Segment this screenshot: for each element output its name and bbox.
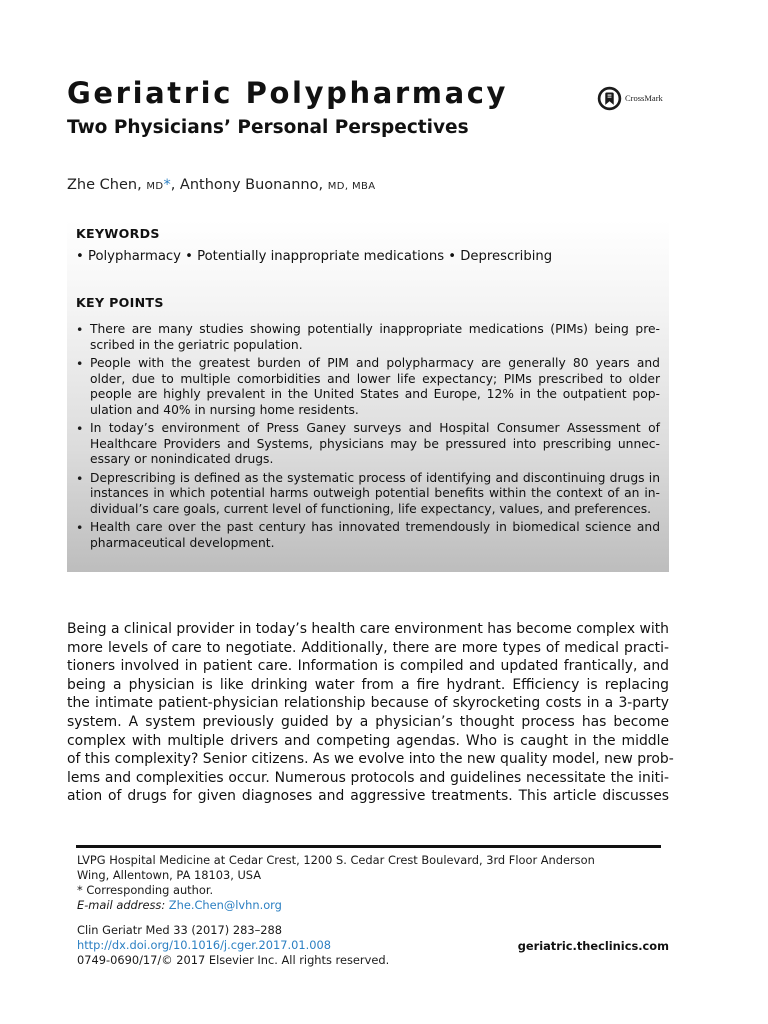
key-point-line: scribed in the geriatric population. xyxy=(90,337,303,352)
key-point-line: pharmaceutical development. xyxy=(90,535,275,550)
author-degree: MD, MBA xyxy=(327,181,376,192)
key-point-line: essary or nonindicated drugs. xyxy=(90,452,274,467)
key-point-line: Healthcare Providers and Systems, physicians may be pressured into prescribing unnec- xyxy=(90,436,660,451)
author-name: , Anthony Buonanno, xyxy=(170,177,324,193)
crossmark-badge[interactable] xyxy=(597,85,663,111)
key-point-item xyxy=(76,520,660,551)
affiliation-line: LVPG Hospital Medicine at Cedar Crest, 1200 S. Cedar Crest Boulevard, 3rd Floor Anderson xyxy=(77,853,595,867)
key-point-line: In today’s environment of Press Ganey surveys and Hospital Consumer Assessment of xyxy=(90,421,660,436)
author-degree: MD xyxy=(146,181,164,192)
doi-link[interactable]: http://dx.doi.org/10.1016/j.cger.2017.01.008 xyxy=(77,938,331,952)
body-line: of this complexity? Senior citizens. As we evolve into the new quality model, new prob- xyxy=(67,751,674,768)
copyright-line: 0749-0690/17/© 2017 Elsevier Inc. All rights reserved. xyxy=(77,953,390,967)
key-point-item xyxy=(76,421,660,468)
key-point-item xyxy=(76,356,660,418)
bullet-icon: • xyxy=(76,520,84,536)
journal-website[interactable]: geriatric.theclinics.com xyxy=(517,939,669,953)
key-point-line: instances in which potential harms outweigh potential benefits within the context of an in- xyxy=(90,486,660,501)
corresponding-author-mark[interactable]: * xyxy=(163,177,171,193)
body-line: ation of drugs for given diagnoses and aggressive treatments. This article discusses xyxy=(67,788,669,805)
key-point-line: ulation and 40% in nursing home residents. xyxy=(90,402,359,417)
body-line: system. A system previously guided by a physician’s thought process has become xyxy=(67,713,669,730)
citation-line: Clin Geriatr Med 33 (2017) 283–288 xyxy=(77,923,283,937)
key-points-list xyxy=(76,322,660,554)
affiliation-line: Wing, Allentown, PA 18103, USA xyxy=(77,868,262,882)
bullet-icon: • xyxy=(76,421,84,437)
key-point-line: older, due to multiple comorbidities and lower life expectancy; PIMs prescribed to older xyxy=(90,371,660,386)
key-point-line: People with the greatest burden of PIM and polypharmacy are generally 80 years and xyxy=(90,355,660,370)
crossmark-icon xyxy=(597,86,622,111)
article-subtitle: Two Physicians’ Personal Perspectives xyxy=(67,117,469,138)
body-line: tioners involved in patient care. Information is compiled and updated frantically, and xyxy=(67,658,669,675)
bullet-icon: • xyxy=(76,470,84,486)
body-line: lems and complexities occur. Numerous protocols and guidelines necessitate the initi- xyxy=(67,769,669,786)
email-link[interactable]: Zhe.Chen@lvhn.org xyxy=(168,898,282,912)
body-line: Being a clinical provider in today’s health care environment has become complex with xyxy=(67,621,669,637)
email-line xyxy=(77,898,282,912)
crossmark-label: CrossMark xyxy=(625,93,663,103)
author-line xyxy=(67,177,376,193)
key-point-line: Deprescribing is defined as the systematic process of identifying and discontinuing drugs in xyxy=(90,470,660,485)
article-title: Geriatric Polypharmacy xyxy=(67,76,509,110)
footer-divider xyxy=(76,845,661,848)
key-point-line: people are highly prevalent in the United States and Europe, 12% in the outpatient pop- xyxy=(90,387,660,402)
key-point-line: There are many studies showing potentially inappropriate medications (PIMs) being pre- xyxy=(90,322,660,336)
key-points-heading: KEY POINTS xyxy=(76,295,164,310)
body-paragraph xyxy=(67,620,674,806)
keywords-keypoints-box xyxy=(67,220,669,572)
email-label: E-mail address: xyxy=(77,898,166,912)
key-point-item xyxy=(76,471,660,518)
key-point-line: Health care over the past century has innovated tremendously in biomedical science and xyxy=(90,520,660,535)
corresponding-author-note: * Corresponding author. xyxy=(77,883,214,897)
body-line: the intimate patient-physician relationship because of skyrocketing costs in a 3-party xyxy=(67,695,669,712)
bullet-icon: • xyxy=(76,355,84,371)
key-point-line: dividual’s care goals, current level of functioning, life expectancy, values, and preferences. xyxy=(90,501,652,516)
key-point-item xyxy=(76,322,660,353)
author-name: Zhe Chen, xyxy=(67,177,142,193)
body-line: more levels of care to negotiate. Additionally, there are more types of medical practi- xyxy=(67,639,669,656)
keywords-list: • Polypharmacy • Potentially inappropriate medications • Deprescribing xyxy=(76,249,553,264)
body-line: complex with multiple drivers and competing agendas. Who is caught in the middle xyxy=(67,732,669,749)
keywords-heading: KEYWORDS xyxy=(76,226,160,241)
body-line: being a physician is like drinking water from a fire hydrant. Efficiency is replacing xyxy=(67,676,669,693)
bullet-icon: • xyxy=(76,322,84,337)
